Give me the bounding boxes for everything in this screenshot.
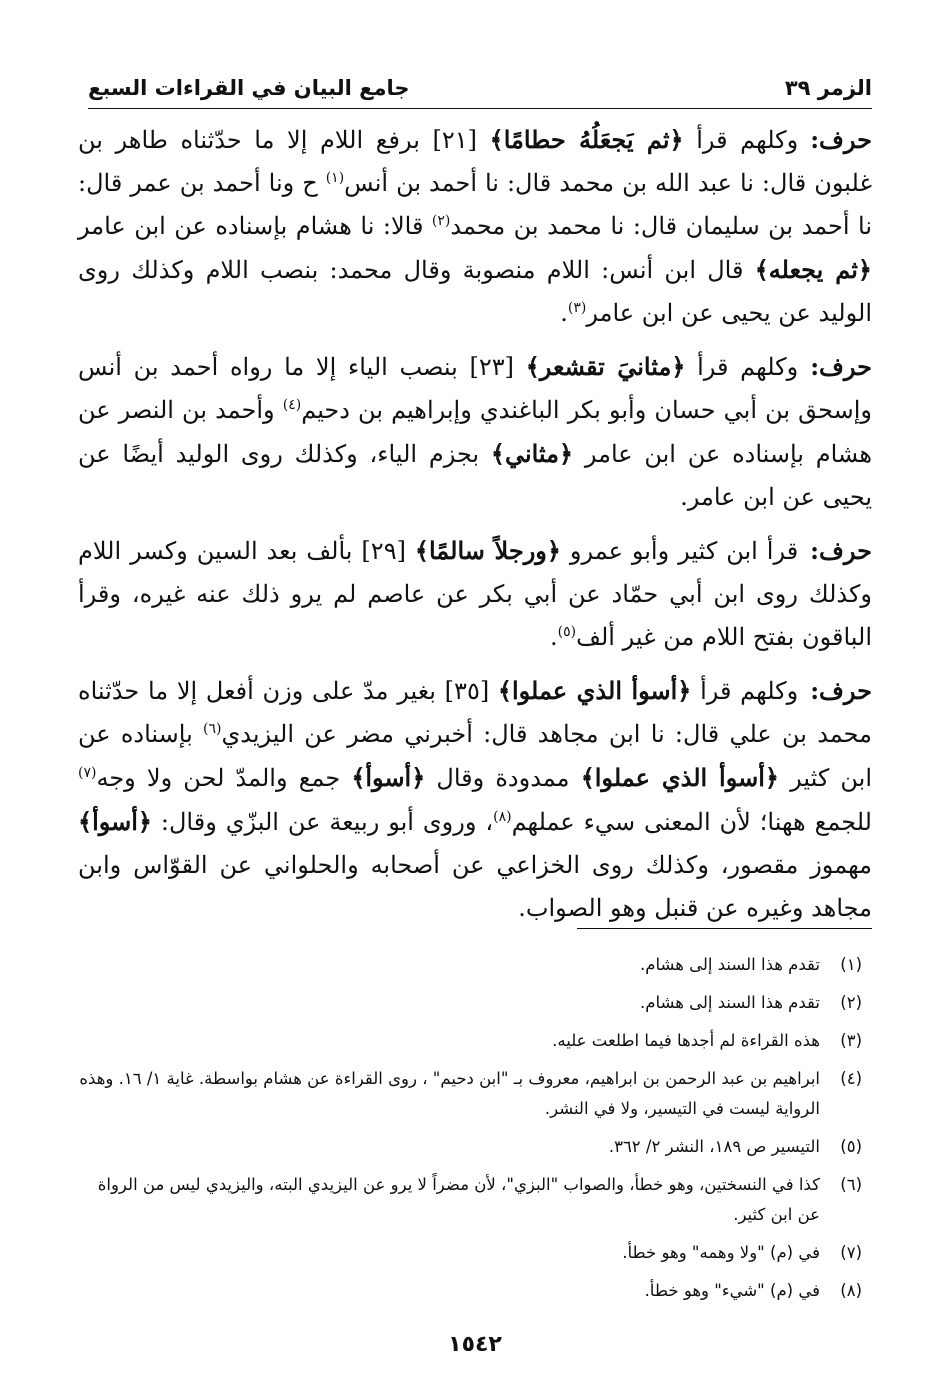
- text-segment: وكلهم قرأ: [683, 126, 799, 154]
- main-text: [78, 118, 872, 940]
- quran-quote: ﴿أسوأ﴾: [78, 807, 152, 836]
- text-segment: .: [550, 623, 558, 651]
- text-segment: .: [560, 299, 568, 327]
- footnote-number: (٨): [840, 1281, 862, 1300]
- text-segment: وكلهم قرأ: [685, 353, 799, 381]
- text-segment: قرأ ابن كثير وأبو عمرو: [560, 537, 799, 565]
- text-segment: [٣٥] بغير مدّ على وزن أفعل إلا ما حدّثناه محمد بن علي قال: نا ابن مجاهد قال: أخبرني مضر عن اليزيدي: [78, 677, 873, 748]
- footnote-text: هذه القراءة لم أجدها فيما اطلعت عليه.: [552, 1031, 820, 1050]
- text-segment: وكلهم قرأ: [691, 677, 799, 705]
- paragraph: [78, 118, 872, 335]
- footnote-text: ابراهيم بن عبد الرحمن بن ابراهيم، معروف بـ "ابن دحيم" ، روى القراءة عن هشام بواسطة. غاية ١/ ١٦. وهذه الرواية ليست في التيسير، ولا في النشر.: [79, 1069, 820, 1118]
- quran-quote: ﴿ثم يَجعَلُهُ حطامًا﴾: [489, 125, 684, 154]
- footnote-number: (٣): [840, 1031, 862, 1050]
- footnote: [78, 1026, 862, 1056]
- quran-quote: ﴿أسوأ الذي عملوا﴾: [497, 676, 692, 705]
- text-segment: ، وروى أبو ربيعة عن البزّي وقال:: [151, 808, 494, 836]
- surah-heading: الزمر ٣٩: [784, 76, 872, 100]
- text-segment: وأحمد بن النصر عن هشام بإسناده عن ابن عامر: [78, 396, 872, 468]
- footnote-number: (٧): [840, 1243, 862, 1262]
- footnote-text: كذا في النسختين، وهو خطأ، والصواب "البزي"، لأن مضراً لا يرو عن اليزيدي البته، واليزيدي ليس من الرواة عن ابن كثير.: [97, 1175, 820, 1224]
- footnote-number: (٤): [840, 1069, 862, 1088]
- footnote-text: التيسير ص ١٨٩، النشر ٢/ ٣٦٢.: [608, 1137, 820, 1156]
- page-number: ١٥٤٢: [448, 1332, 502, 1357]
- paragraph-label: حرف:: [810, 125, 873, 154]
- footnote-ref[interactable]: (٣): [567, 300, 587, 316]
- text-segment: [٢٩] بألف بعد السين وكسر اللام وكذلك روى ابن أبي حمّاد عن أبي بكر عن عاصم لم يرو ذلك عنه غيره، وقرأ الباقون بفتح اللام من غير ألف: [78, 537, 872, 651]
- footnote: [78, 1170, 862, 1230]
- footnote-ref[interactable]: (١): [325, 170, 345, 186]
- quran-quote: ﴿مثاني﴾: [490, 439, 574, 468]
- footnote-number: (٥): [840, 1137, 862, 1156]
- footnote-text: في (م) "شيء" وهو خطأ.: [644, 1281, 820, 1300]
- footnote-text: تقدم هذا السند إلى هشام.: [640, 955, 820, 974]
- text-segment: [٢١] برفع اللام إلا ما حدّثناه طاهر بن غلبون قال: نا عبد الله بن محمد قال: نا أحمد بن أنس: [78, 126, 872, 197]
- quran-quote: ﴿ثم يجعله﴾: [754, 255, 872, 284]
- footnote: [78, 950, 862, 980]
- footnote: [78, 1238, 862, 1268]
- footnote: [78, 1132, 862, 1162]
- text-segment: جمع والمدّ لحن ولا وجه: [96, 764, 352, 792]
- paragraph-label: حرف:: [810, 536, 872, 565]
- quran-quote: ﴿أسوأ﴾: [351, 763, 426, 792]
- footnote-ref[interactable]: (٧): [78, 765, 97, 781]
- text-segment: للجمع ههنا؛ لأن المعنى سيء عملهم: [511, 808, 872, 836]
- text-segment: ممدودة وقال: [425, 764, 581, 792]
- header-rule: [88, 108, 872, 109]
- text-segment: [٢٣] بنصب الياء إلا ما رواه أحمد بن أنس وإسحق بن أبي حسان وأبو بكر الباغندي وإبراهيم بن دحيم: [78, 353, 872, 424]
- running-header: [88, 68, 872, 108]
- footnote-ref[interactable]: (٦): [203, 721, 222, 737]
- footnote-ref[interactable]: (٨): [493, 809, 512, 825]
- quran-quote: ﴿أسوأ الذي عملوا﴾: [580, 763, 779, 792]
- paragraph-label: حرف:: [810, 352, 873, 381]
- footnote-number: (٦): [840, 1175, 862, 1194]
- text-segment: ح ونا أحمد بن عمر قال: نا أحمد بن سليمان قال: نا محمد بن محمد: [78, 169, 873, 240]
- footnote: [78, 1064, 862, 1124]
- text-segment: قال ابن أنس: اللام منصوبة وقال محمد: بنصب اللام وكذلك روى الوليد عن يحيى عن ابن عامر: [78, 256, 872, 327]
- footnote-ref[interactable]: (٤): [282, 397, 302, 413]
- footnote-text: في (م) "ولا وهمه" وهو خطأ.: [622, 1243, 820, 1262]
- paragraph: [78, 529, 872, 659]
- footnote: [78, 1276, 862, 1306]
- footnote: [78, 988, 862, 1018]
- text-segment: قالا: نا هشام بإسناده عن ابن عامر: [78, 212, 432, 240]
- footnote-ref[interactable]: (٥): [557, 624, 577, 640]
- footnote-rule: [577, 928, 872, 929]
- quran-quote: ﴿مثانيَ تقشعر﴾: [525, 352, 686, 381]
- footnotes: [78, 950, 862, 1314]
- paragraph: [78, 345, 872, 519]
- text-segment: بجزم الياء، وكذلك روى الوليد أيضًا عن يحيى عن ابن عامر.: [78, 440, 872, 511]
- book-title: جامع البيان في القراءات السبع: [88, 76, 410, 100]
- footnote-number: (١): [840, 955, 862, 974]
- paragraph: [78, 669, 872, 930]
- footnote-text: تقدم هذا السند إلى هشام.: [640, 993, 820, 1012]
- text-segment: مهموز مقصور، وكذلك روى الخزاعي عن أصحابه والحلواني عن القوّاس وابن مجاهد وغيره عن قنبل وهو الصواب.: [78, 851, 872, 922]
- paragraph-label: حرف:: [810, 676, 873, 705]
- quran-quote: ﴿ورجلاً سالمًا﴾: [414, 536, 561, 565]
- text-segment: بإسناده عن ابن كثير: [78, 720, 872, 792]
- footnote-number: (٢): [840, 993, 862, 1012]
- footnote-ref[interactable]: (٢): [431, 213, 451, 229]
